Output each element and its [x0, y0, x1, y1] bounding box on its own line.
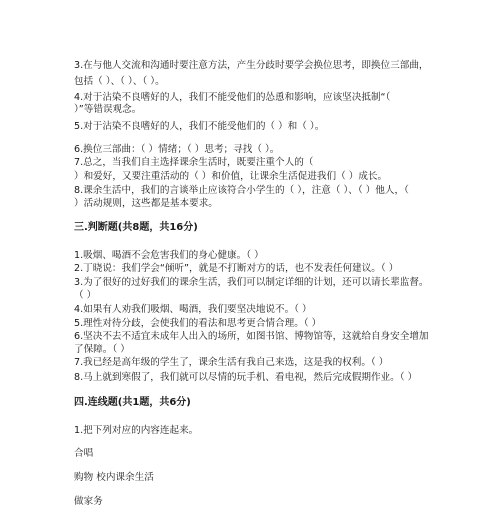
judgment-2: 2.丁晓说：我们学会“倾听”，就是不打断对方的话，也不发表任何建议。（ ） — [74, 263, 399, 274]
question-8-line-1: 8.课余生活中，我们的言谈举止应该符合小学生的（ ），注意（ ）、（ ）他人，（ — [74, 185, 409, 196]
question-4-line-2: ）”等错误观念。 — [74, 104, 142, 115]
matching-item-housework: 做家务 — [74, 496, 103, 507]
question-5: 5.对于沾染不良嗜好的人，我们不能受他们的（ ）和（ ）。 — [74, 121, 325, 132]
section-title-judgment: 三.判断题(共8题，共16分) — [74, 222, 198, 233]
judgment-4: 4.如果有人劝我们吸烟、喝酒，我们要坚决地说不。（ ） — [74, 304, 312, 315]
judgment-3-line-1: 3.为了很好的过好我们的课余生活，我们可以制定详细的计划，还可以请长辈监督。 — [74, 277, 429, 288]
question-7-line-1: 7.总之，当我们自主选择课余生活时，既要注重个人的（ — [74, 157, 314, 168]
judgment-8: 8.马上就到寒假了，我们就可以尽情的玩手机、看电视，然后完成假期作业。（ ） — [74, 372, 418, 383]
matching-item-shopping: 购物 校内课余生活 — [74, 472, 154, 483]
judgment-3-line-2: （ ） — [74, 290, 97, 301]
matching-item-chorus: 合唱 — [74, 448, 94, 459]
question-7-line-2: ）和爱好，又要注重活动的（ ）和价值，让课余生活促进我们（ ）成长。 — [74, 171, 388, 182]
question-4-line-1: 4.对于沾染不良嗜好的人，我们不能受他们的怂恿和影响，应该坚决抵制“（ — [74, 92, 391, 103]
question-3-line-1: 3.在与他人交流和沟通时要注意方法，产生分歧时要学会换位思考，即换位三部曲， — [74, 60, 429, 71]
judgment-6-line-1: 6.坚决不去不适宜未成年人出入的场所，如图书馆、博物馆等，这就给自身安全增加 — [74, 331, 429, 342]
judgment-7: 7.我已经是高年级的学生了，课余生活有我自己来选，这是我的权利。（ ） — [74, 357, 389, 368]
question-6: 6.换位三部曲：（ ）情绪；（ ）思考；寻找（ ）。 — [74, 144, 280, 155]
section-title-matching: 四.连线题(共1题，共6分) — [74, 397, 191, 408]
matching-instruction: 1.把下列对应的内容连起来。 — [74, 425, 199, 436]
question-8-line-2: ）活动规则，这些都是基本要求。 — [74, 198, 218, 209]
judgment-1: 1.吸烟、喝酒不会危害我们的身心健康。（ ） — [74, 250, 264, 261]
judgment-6-line-2: 了保障。（ ） — [74, 344, 130, 355]
question-3-line-2: 包括（ ）、（ ）、（ ）。 — [74, 76, 165, 87]
judgment-5: 5.理性对待分歧，会使我们的看法和思考更合情合理。（ ） — [74, 318, 322, 329]
